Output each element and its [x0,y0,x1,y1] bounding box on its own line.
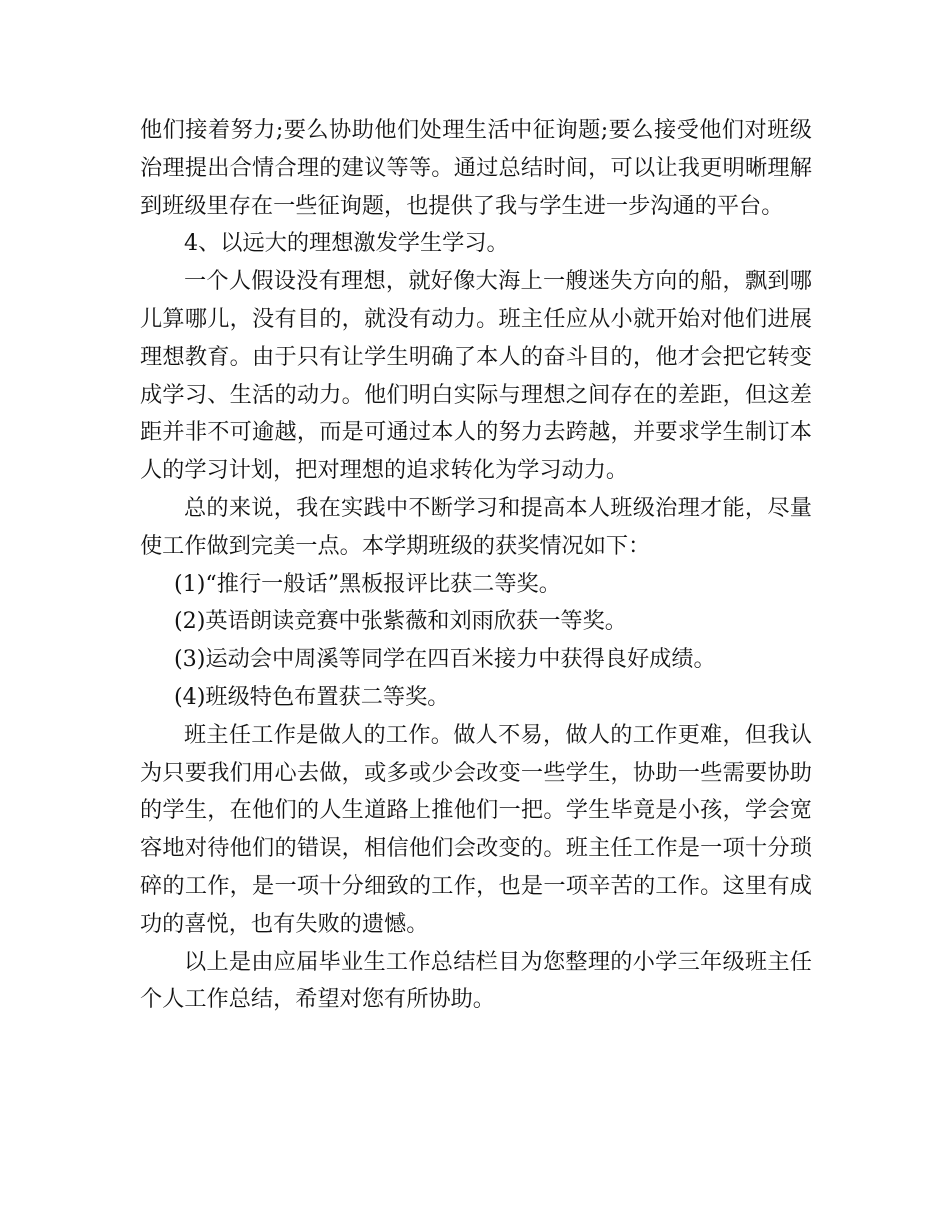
paragraph-continuation: 他们接着努力;要么协助他们处理生活中征询题;要么接受他们对班级治理提出合情合理的建议等等。通过总结时间，可以让我更明晰理解到班级里存在一些征询题，也提供了我与学生进一步沟通的平台。 [140,117,812,219]
paragraph-summary: 总的来说，我在实践中不断学习和提高本人班级治理才能，尽量使工作做到完美一点。本学期班级的获奖情况如下： [140,494,812,559]
award-item-4: (4)班级特色布置获二等奖。 [174,683,450,710]
award-item-2: (2)英语朗读竞赛中张紫薇和刘雨欣获一等奖。 [174,608,627,635]
award-item-1: (1)“推行一般话”黑板报评比获二等奖。 [174,570,561,597]
paragraph-reflection: 班主任工作是做人的工作。做人不易，做人的工作更难，但我认为只要我们用心去做，或多或少会改变一些学生，协助一些需要协助的学生，在他们的人生道路上推他们一把。学生毕竟是小孩，学会宽容地对待他们的错误，相信他们会改变的。班主任工作是一项十分琐碎的工作，是一项十分细致的工作，也是一项辛苦的工作。这里有成功的喜悦，也有失败的遗憾。 [140,721,812,937]
paragraph-ideals: 一个人假设没有理想，就好像大海上一艘迷失方向的船，飘到哪儿算哪儿，没有目的，就没有动力。班主任应从小就开始对他们进展理想教育。由于只有让学生明确了本人的奋斗目的，他才会把它转变成学习、生活的动力。他们明白实际与理想之间存在的差距，但这差距并非不可逾越，而是可通过本人的努力去跨越，并要求学生制订本人的学习计划，把对理想的追求转化为学习动力。 [140,268,812,484]
award-item-3: (3)运动会中周溪等同学在四百米接力中获得良好成绩。 [174,646,716,673]
document-body [140,112,812,1019]
section-heading-4: 4、以远大的理想激发学生学习。 [184,230,509,257]
paragraph-closing: 以上是由应届毕业生工作总结栏目为您整理的小学三年级班主任个人工作总结，希望对您有所协助。 [140,948,812,1013]
